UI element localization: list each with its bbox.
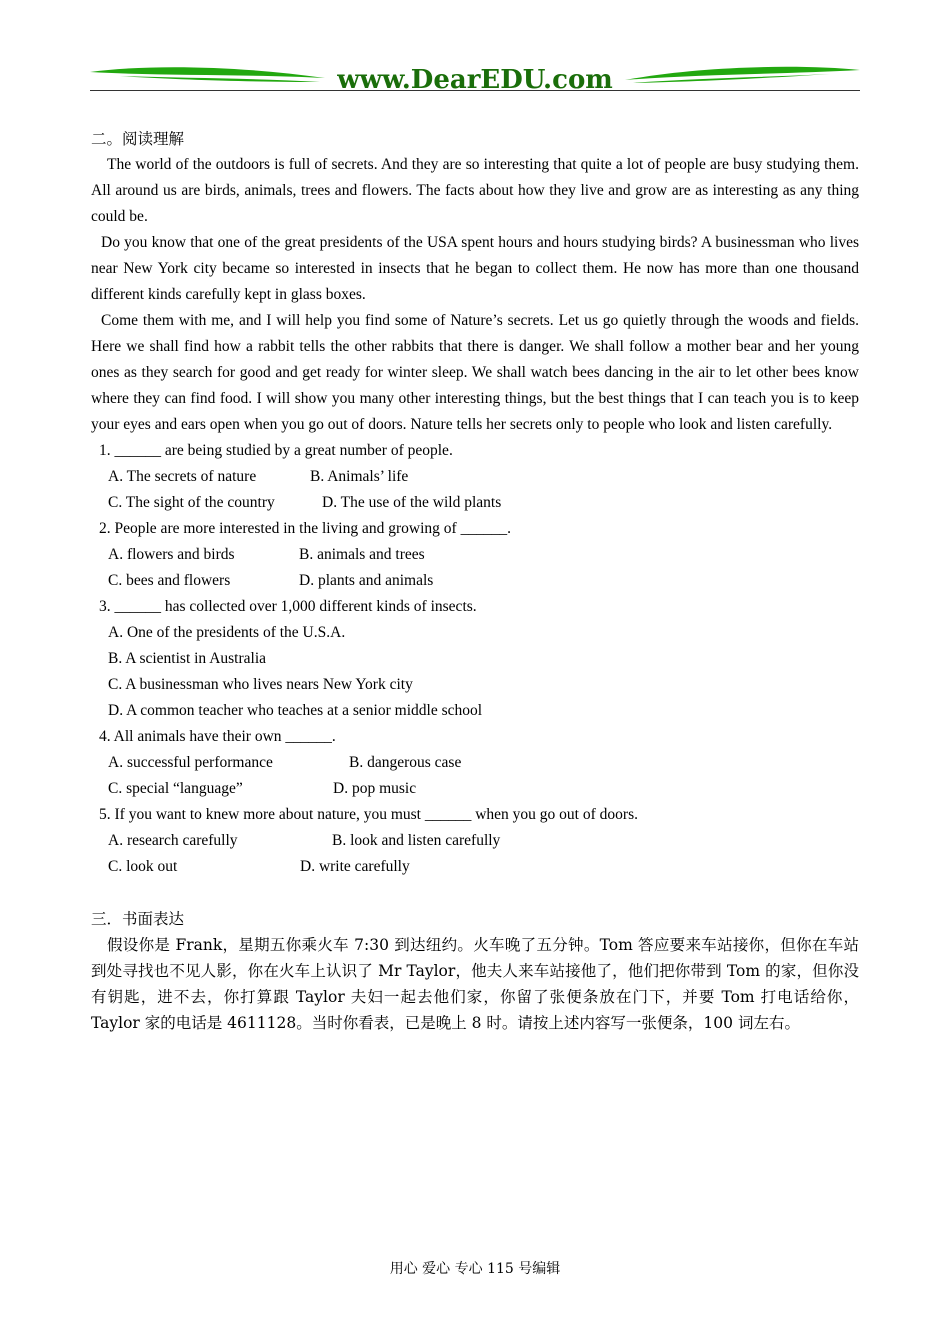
question-3-option-a: A. One of the presidents of the U.S.A.: [108, 624, 346, 641]
option-b: B. Animals’ life: [310, 468, 409, 485]
left-swoosh-tail: [120, 76, 320, 82]
question-3-option-c: C. A businessman who lives nears New York city: [108, 676, 413, 693]
question-2-options-ab: [91, 542, 859, 568]
option-d: D. plants and animals: [299, 572, 434, 589]
option-a: A. successful performance: [108, 754, 273, 771]
question-5-options-ab: [91, 828, 859, 854]
option-c: C. look out: [108, 858, 178, 875]
writing-prompt-paragraph: 假设你是 Frank，星期五你乘火车 7:30 到达纽约。火车晚了五分钟。Tom 答应要来车站接你，但你在车站到处寻找也不见人影，你在火车上认识了 Mr Taylor，他夫人来车站接他了，他们把你带到 Tom 的家，但你没有钥匙，进不去，你打算跟 Taylor 夫妇一起去他们家，你留了张便条放在门下，并要 Tom 打电话给你，Taylor 家的电话是 4611128。当时你看表，已是晚上 8 时。请按上述内容写一张便条，100 词左右。: [91, 936, 859, 1032]
page-footer: 用心 爱心 专心 115 号编辑: [389, 1261, 561, 1277]
question-3-stem: 3. ______ has collected over 1,000 different kinds of insects.: [99, 598, 477, 615]
header-rule: [90, 90, 860, 91]
question-1-options-ab: [91, 464, 859, 490]
writing-section-title: 三．书面表达: [91, 910, 185, 928]
left-swoosh: [90, 67, 325, 78]
reading-section-title: 二。阅读理解: [91, 130, 185, 148]
option-d: D. write carefully: [300, 858, 410, 875]
option-a: A. research carefully: [108, 832, 238, 849]
question-2-stem: 2. People are more interested in the living and growing of ______.: [99, 520, 511, 537]
option-c: C. bees and flowers: [108, 572, 231, 589]
question-4-options-cd: [91, 776, 859, 802]
question-1-options-cd: [91, 490, 859, 516]
option-d: D. pop music: [333, 780, 417, 797]
question-2-options-cd: [91, 568, 859, 594]
option-c: C. The sight of the country: [108, 494, 275, 511]
option-b: B. dangerous case: [349, 754, 462, 771]
option-b: B. animals and trees: [299, 546, 425, 563]
question-5-options-cd: [91, 854, 859, 880]
dearedu-logo: [90, 58, 860, 94]
reading-paragraph-3: Come them with me, and I will help you find some of Nature’s secrets. Let us go quietly through the woods and fields. Here we shall find how a rabbit tells the other rabbits that there is danger. We shall follow a mother bear and her young ones as they search for good and get ready for winter sleep. We shall watch bees dancing in the air to let other bees know where they can find food. I will show you many other interesting things, but the best things that I can teach you is to keep your eyes and ears open when you go out of doors. Nature tells her secrets only to people who look and listen carefully.: [91, 312, 859, 433]
document-body: [91, 126, 859, 1036]
option-a: A. The secrets of nature: [108, 468, 257, 485]
question-4-options-ab: [91, 750, 859, 776]
reading-paragraph-2: Do you know that one of the great presidents of the USA spent hours and hours studying birds? A businessman who lives near New York city became so interested in insects that he began to collect them. He now has more than one thousand different kinds carefully kept in glass boxes.: [91, 234, 859, 303]
question-3-option-b: B. A scientist in Australia: [108, 650, 267, 667]
option-d: D. The use of the wild plants: [322, 494, 502, 511]
logo-text: www.DearEDU.com: [337, 65, 613, 94]
option-a: A. flowers and birds: [108, 546, 235, 563]
question-1-stem: 1. ______ are being studied by a great number of people.: [99, 442, 453, 459]
section-spacer: [91, 880, 859, 906]
header-banner: [90, 58, 860, 94]
reading-paragraph-1: The world of the outdoors is full of secrets. And they are so interesting that quite a lot of people are busy studying them. All around us are birds, animals, trees and flowers. The facts about how they live and grow are as interesting as any thing could be.: [91, 156, 859, 225]
option-b: B. look and listen carefully: [332, 832, 501, 849]
question-3-option-d: D. A common teacher who teaches at a senior middle school: [108, 702, 483, 719]
question-5-stem: 5. If you want to knew more about nature, you must ______ when you go out of doors.: [99, 806, 638, 823]
option-c: C. special “language”: [108, 780, 243, 797]
question-4-stem: 4. All animals have their own ______.: [99, 728, 336, 745]
